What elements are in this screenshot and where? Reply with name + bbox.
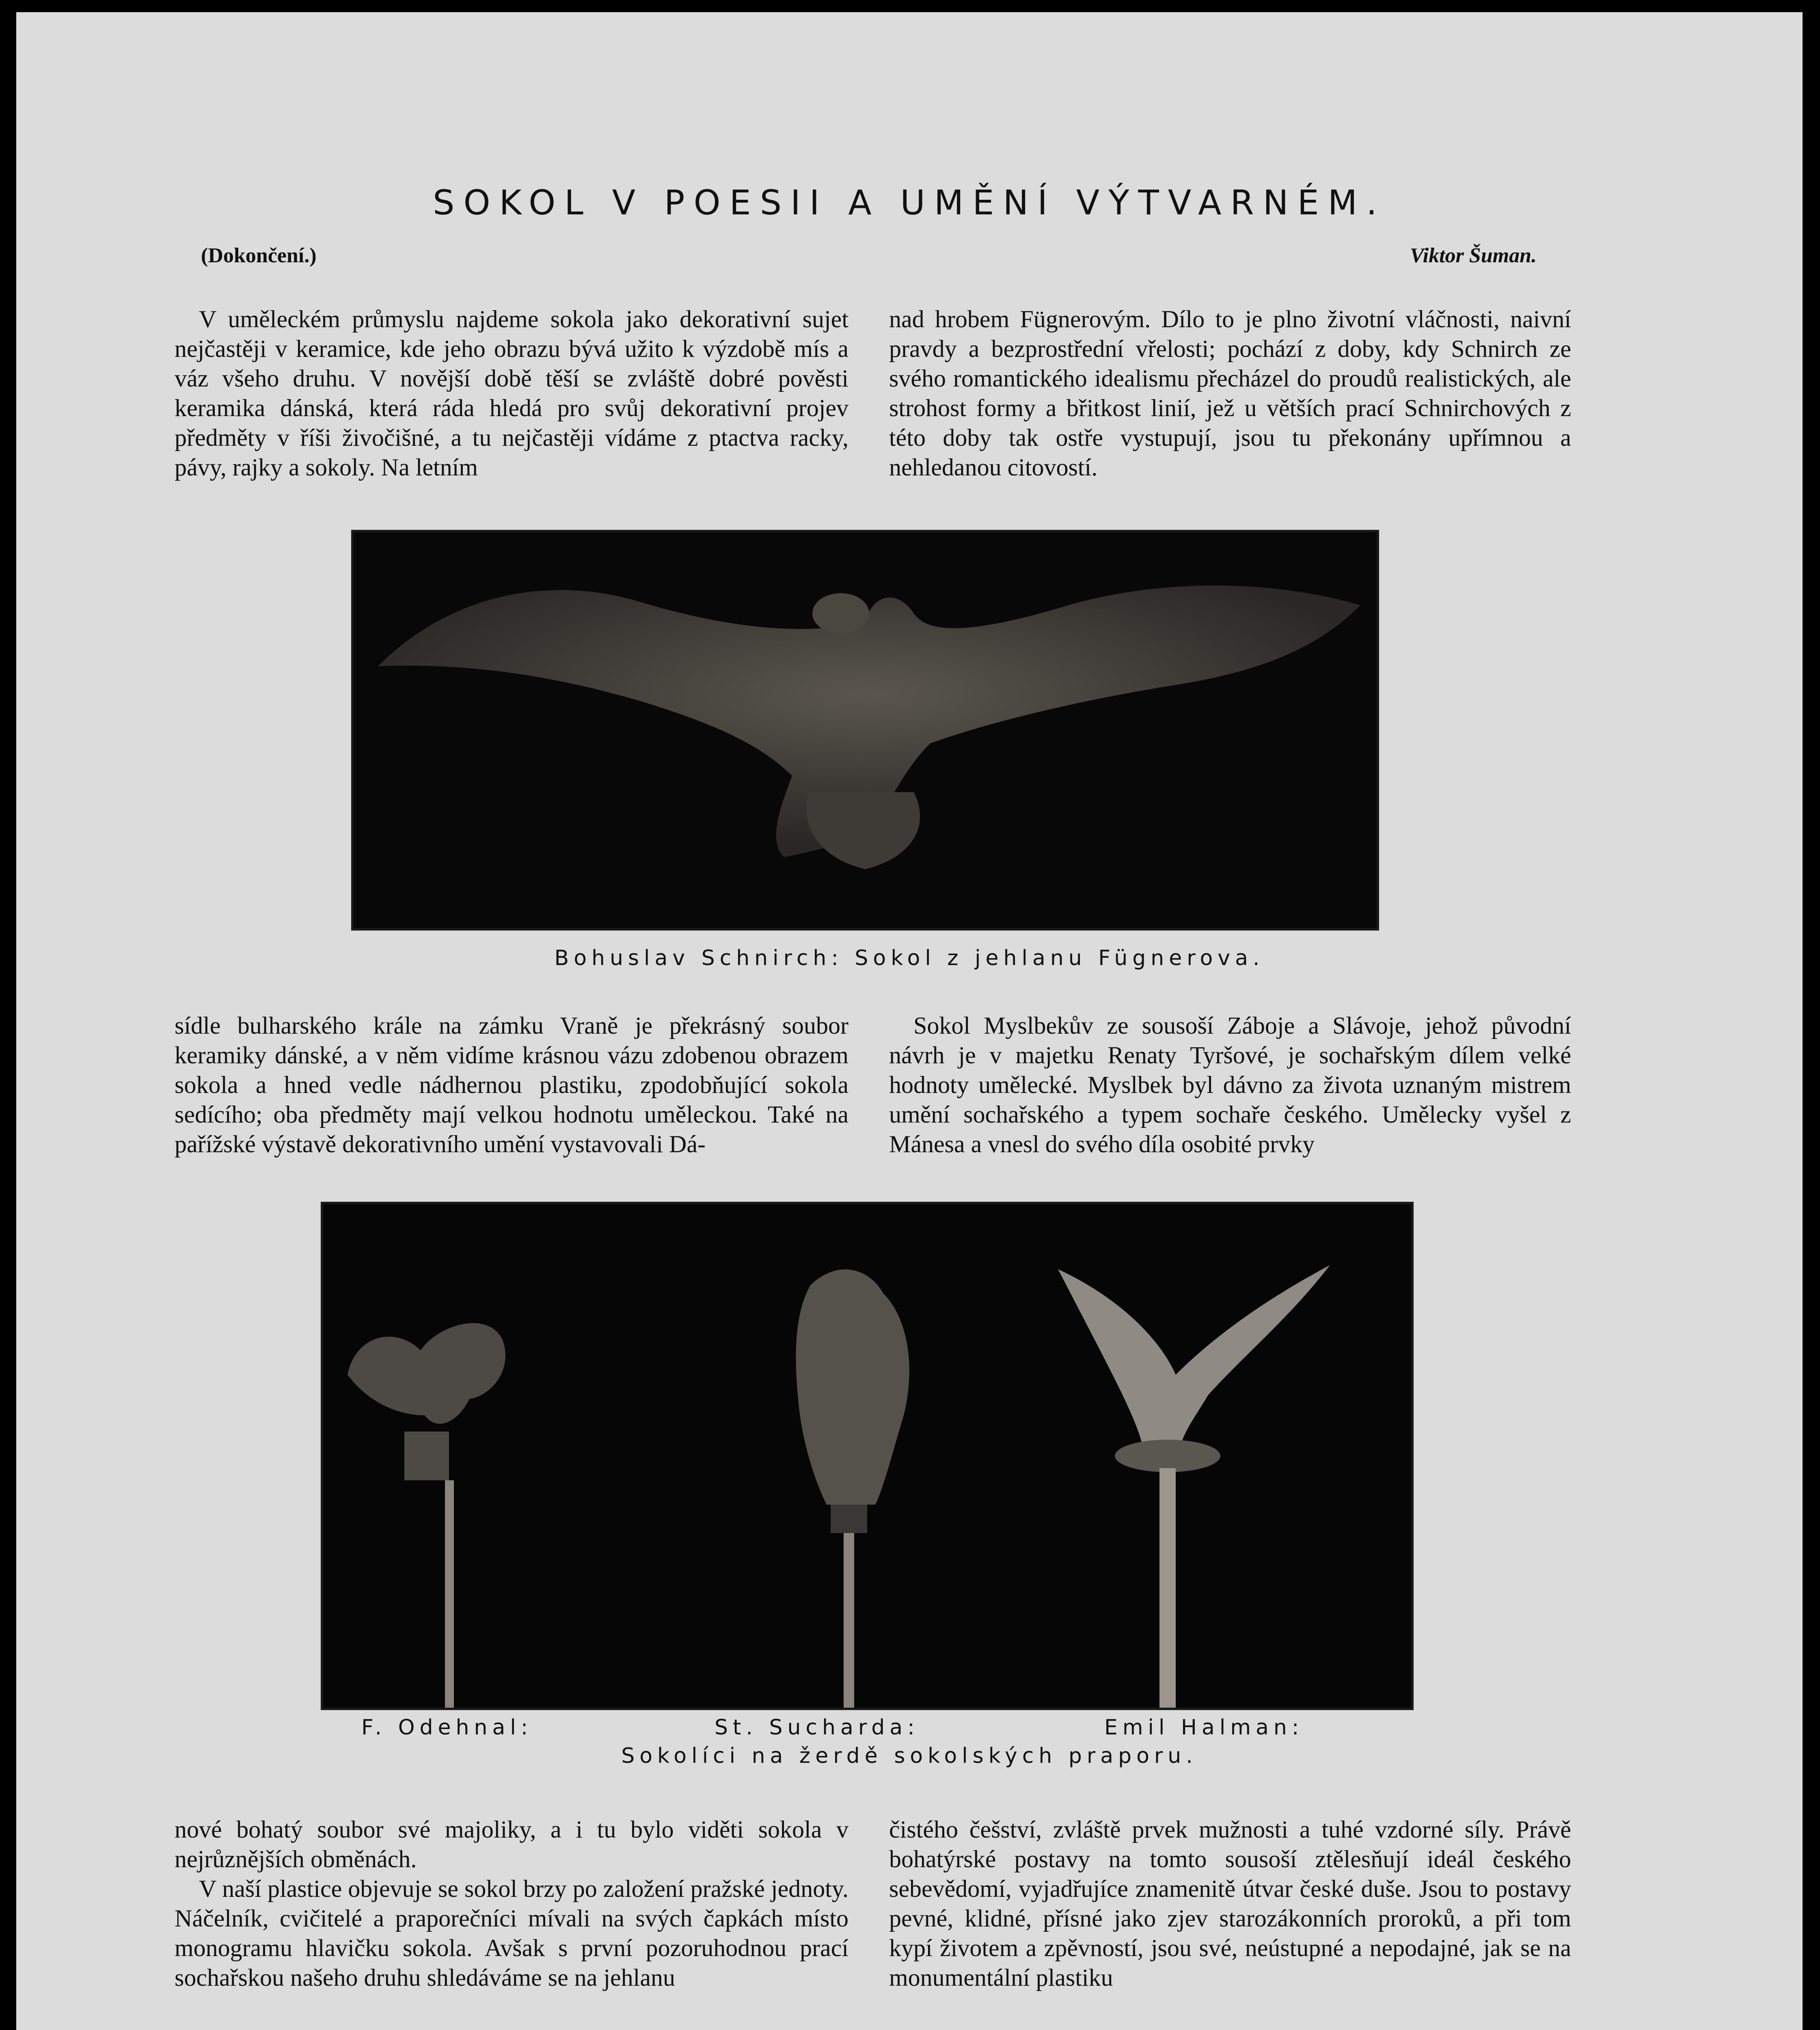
figure-2-artist-3: Emil Halman: bbox=[1104, 1715, 1304, 1740]
continuation-note: (Dokončení.) bbox=[201, 244, 317, 267]
text-column-1 bbox=[175, 304, 848, 482]
paragraph: V uměleckém průmyslu najdeme sokola jako dekorativní sujet nejčastěji v keramice, kde jeho obrazu bývá užito k výzdobě mís a váz všeho druhu. V novější době těší se zvláště dobré pověsti keramika dánská, která ráda hledá pro svůj dekorativní projev předměty v říši živočišné, a tu nejčastěji vídáme z ptactva racky, pávy, rajky a sokoly. Na letním bbox=[175, 306, 848, 481]
article-title: SOKOL V POESII A UMĚNÍ VÝTVARNÉM. bbox=[433, 183, 1386, 222]
text-column-6 bbox=[889, 1815, 1571, 1993]
magazine-page bbox=[16, 12, 1803, 2030]
figure-2-artist-2: St. Sucharda: bbox=[715, 1715, 920, 1740]
figure-1-caption: Bohuslav Schnirch: Sokol z jehlanu Fügnerova. bbox=[554, 946, 1265, 970]
paragraph: sídle bulharského krále na zámku Vraně je překrásný soubor keramiky dánské, a v něm vidíme krásnou vázu zdobenou obrazem sokola a hned vedle nádhernou plastiku, zpodobňující sokola sedícího; oba předměty mají velkou hodnotu uměleckou. Také na pařížské výstavě dekorativního umění vystavovali Dá- bbox=[175, 1012, 848, 1158]
photo-flag-finials bbox=[321, 1202, 1414, 1710]
text-column-5 bbox=[175, 1815, 848, 1993]
paragraph: V naší plastice objevuje se sokol brzy po založení pražské jednoty. Náčelník, cvičitelé a praporečníci mívali na svých čapkách místo monogramu hlavičku sokola. Avšak s první pozoruhodnou prací sochařskou našeho druhu shledáváme se na jehlanu bbox=[175, 1875, 848, 1991]
text-column-3 bbox=[175, 1011, 848, 1159]
paragraph: nad hrobem Fügnerovým. Dílo to je plno životní vláčnosti, naivní pravdy a bezprostřední vřelosti; pochází z doby, kdy Schnirch ze svého romantického idealismu přecházel do proudů realistických, ale strohost formy a břitkost linií, jež u větších prací Schnirchových z této doby tak ostře vystupují, jsou tu překonány upřímnou a nehledanou citovostí. bbox=[889, 306, 1571, 481]
figure-2-caption: Sokolíci na žerdě sokolských praporu. bbox=[621, 1744, 1198, 1768]
text-column-4 bbox=[889, 1011, 1571, 1159]
photo-schnirch-sokol bbox=[351, 530, 1379, 931]
paragraph: Sokol Myslbekův ze sousoší Záboje a Slávoje, jehož původní návrh je v majetku Renaty Tyršové, je sochařským dílem velké hodnoty umělecké. Myslbek byl dávno za života uznaným mistrem umění sochařského a typem sochaře českého. Umělecky vyšel z Mánesa a vnesl do svého díla osobité prvky bbox=[889, 1012, 1571, 1158]
paragraph: čistého češství, zvláště prvek mužnosti a tuhé vzdorné síly. Právě bohatýrské postavy na tomto sousoší ztělesňují ideál českého sebevědomí, vyjadřujíce znamenitě útvar české duše. Jsou to postavy pevné, klidné, přísné jako zjev starozákonních proroků, a při tom kypí životem a zpěvností, jsou své, neústupné a nepodajné, jak se na monumentální plastiku bbox=[889, 1816, 1571, 1991]
author-name: Viktor Šuman. bbox=[1410, 244, 1537, 267]
finials-image bbox=[323, 1204, 1411, 1708]
eagle-sculpture-image bbox=[354, 532, 1377, 928]
text-column-2 bbox=[889, 304, 1571, 482]
figure-2-artist-1: F. Odehnal: bbox=[361, 1715, 533, 1740]
paragraph: nové bohatý soubor své majoliky, a i tu bylo viděti sokola v nejrůznějších obměnách. bbox=[175, 1816, 848, 1872]
